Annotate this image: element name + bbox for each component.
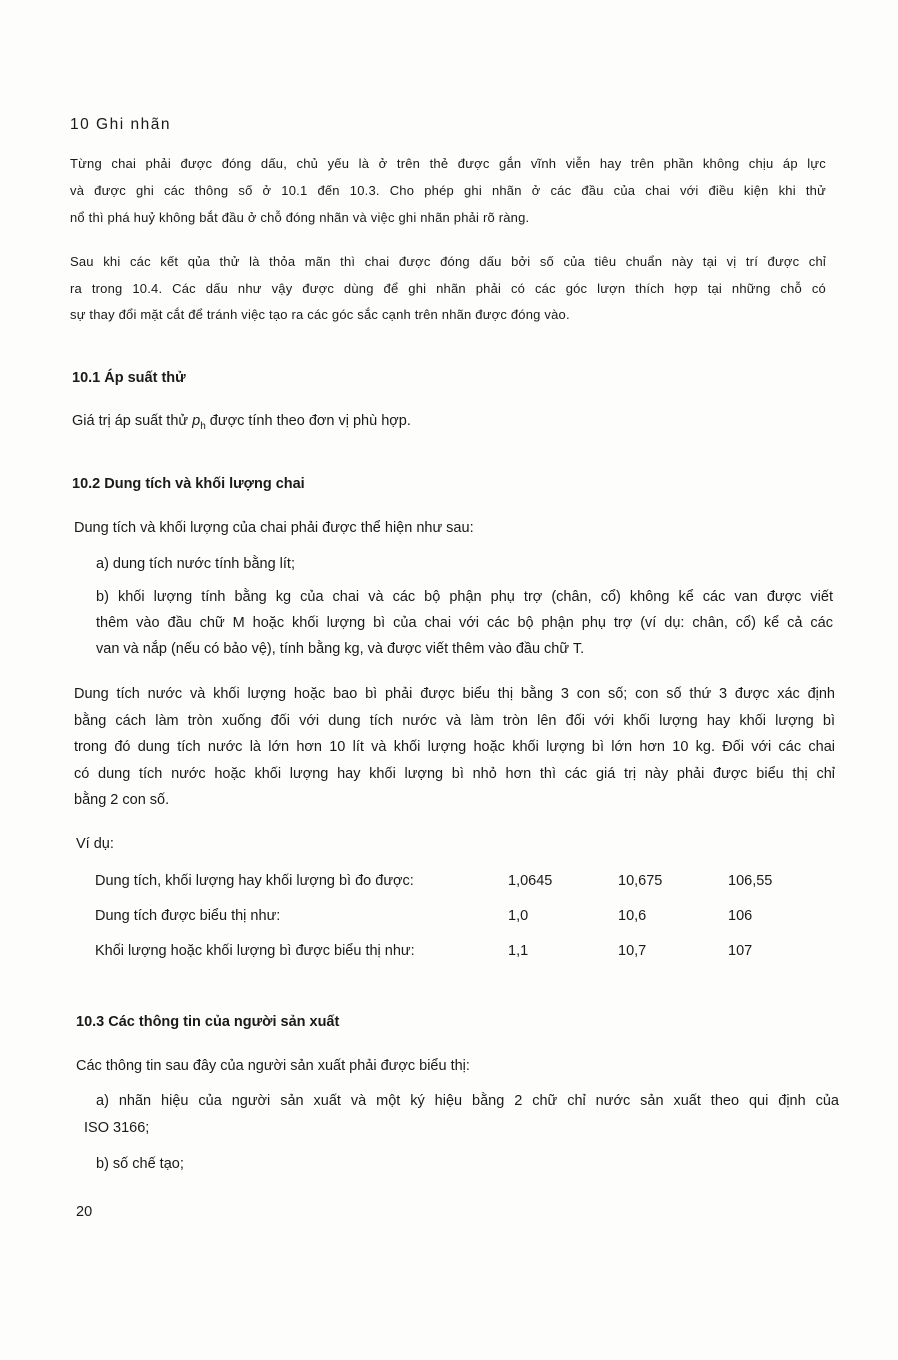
intro-line-3: nổ thì phá huỷ không bắt đầu ở chỗ đóng nhãn và việc ghi nhãn phải rõ ràng.	[70, 210, 530, 225]
section-10-2-item-b-line-1: b) khối lượng tính bằng kg của chai và các bộ phận phụ trợ (chân, cổ) không kể các van được viết	[96, 589, 833, 605]
section-10-2-title: 10.2 Dung tích và khối lượng chai	[72, 476, 305, 492]
para2-line-1: Sau khi các kết qủa thử là thỏa mãn thì chai được đóng dấu bởi số của tiêu chuẩn này tại vị trí được chỉ	[70, 254, 826, 269]
table-row-3-value-3: 107	[728, 943, 753, 959]
intro-line-1: Từng chai phải được đóng dấu, chủ yếu là ở trên thẻ được gắn vĩnh viễn hay trên phần không chịu áp lực	[70, 156, 826, 171]
section-10-2-para-line-1: Dung tích nước và khối lượng hoặc bao bì phải được biểu thị bằng 3 con số; con số thứ 3 được xác định	[74, 686, 835, 702]
para2-line-3: sự thay đổi mặt cắt để tránh việc tạo ra các góc sắc cạnh trên nhãn được đóng vào.	[70, 307, 570, 322]
section-10-1-title: 10.1 Áp suất thử	[72, 370, 186, 386]
table-row-1-label: Dung tích, khối lượng hay khối lượng bì đo được:	[95, 873, 414, 889]
section-10-2-para-line-4: có dung tích nước hoặc khối lượng hay khối lượng bì nhỏ hơn thì các giá trị này phải được biểu thị chỉ	[74, 766, 835, 782]
section-10-2-item-b-line-3: van và nắp (nếu có bảo vệ), tính bằng kg, và được viết thêm vào đầu chữ T.	[96, 641, 585, 657]
section-10-2-para-line-5: bằng 2 con số.	[74, 792, 170, 808]
section-10-2-item-b-line-2: thêm vào đầu chữ M hoặc khối lượng bì của chai với các bộ phận phụ trợ (ví dụ: chân, cổ) kể cả các	[96, 615, 833, 631]
section-10-3-item-a-line-2: ISO 3166;	[84, 1120, 150, 1136]
intro-line-2: và được ghi các thông số ở 10.1 đến 10.3. Cho phép ghi nhãn ở các đầu của chai với điều kiện khi thử	[70, 183, 826, 198]
section-10-3-intro: Các thông tin sau đây của người sản xuất phải được biểu thị:	[76, 1058, 470, 1074]
section-10-2-item-a: a) dung tích nước tính bằng lít;	[96, 556, 295, 572]
table-row-1-value-1: 1,0645	[508, 873, 553, 889]
para2-line-2: ra trong 10.4. Các dấu như vậy được dùng để ghi nhãn phải có các góc lượn thích hợp tại những chỗ có	[70, 281, 826, 296]
table-row-1-value-2: 10,675	[618, 873, 663, 889]
table-row-2-value-1: 1,0	[508, 908, 529, 924]
section-10-1-text: Giá trị áp suất thử $p_h$ được tính theo đơn vị phù hợp.	[72, 413, 411, 432]
section-10-3-item-b: b) số chế tạo;	[96, 1156, 184, 1172]
table-row-2-label: Dung tích được biểu thị như:	[95, 908, 281, 924]
table-row-3-value-2: 10,7	[618, 943, 647, 959]
section-10-2-para-line-2: bằng cách làm tròn xuống đối với dung tích nước và làm tròn lên đối với khối lượng hay khối lượng bì	[74, 713, 835, 729]
page-number: 20	[76, 1204, 93, 1220]
section-10-3-title: 10.3 Các thông tin của người sản xuất	[76, 1014, 340, 1030]
section-10-2-intro: Dung tích và khối lượng của chai phải được thể hiện như sau:	[74, 520, 474, 536]
table-row-3-label: Khối lượng hoặc khối lượng bì được biểu thị như:	[95, 943, 415, 959]
example-label: Ví dụ:	[76, 836, 114, 852]
table-row-3-value-1: 1,1	[508, 943, 529, 959]
section-10-3-item-a-line-1: a) nhãn hiệu của người sản xuất và một ký hiệu bằng 2 chữ chỉ nước sản xuất theo qui định của	[96, 1093, 839, 1109]
table-row-2-value-2: 10,6	[618, 908, 647, 924]
section-title: 10 Ghi nhãn	[70, 116, 171, 133]
table-row-1-value-3: 106,55	[728, 873, 773, 889]
table-row-2-value-3: 106	[728, 908, 753, 924]
section-10-2-para-line-3: trong đó dung tích nước là lớn hơn 10 lít và khối lượng hoặc khối lượng bì lớn hơn 10 kg. Đối với các chai	[74, 739, 835, 755]
